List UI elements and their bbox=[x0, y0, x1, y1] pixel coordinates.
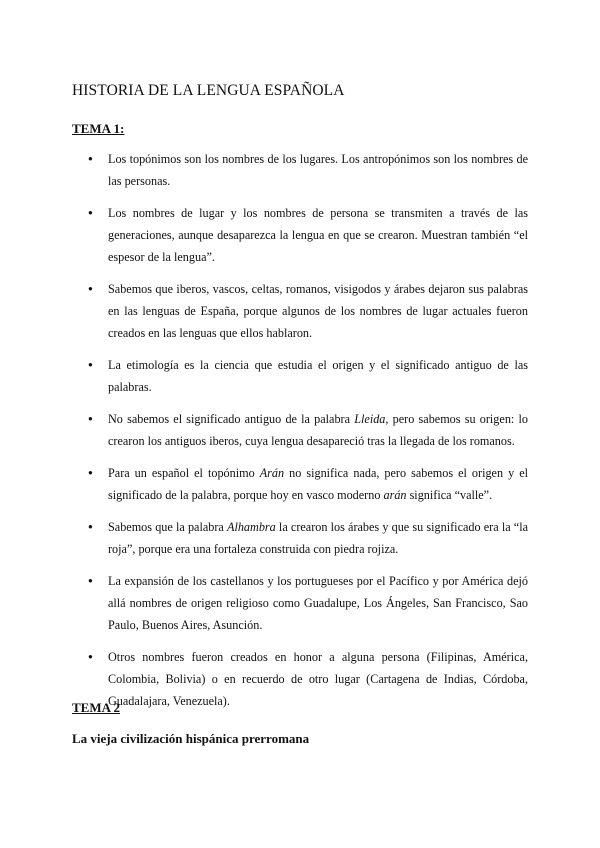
text-segment: La expansión de los castellanos y los portugueses por el Pacífico y por América dejó allá nombres de origen religioso como Guadalupe, Los Ángeles, San Francisco, Sao Paulo, Buenos Aires, Asunción. bbox=[108, 574, 528, 632]
text-segment: No sabemos el significado antiguo de la palabra bbox=[108, 412, 355, 426]
text-segment: la crearon los árabes y que su significado era la “la roja”, porque era una fortaleza construida con piedra rojiza. bbox=[108, 520, 528, 556]
list-item bbox=[88, 354, 528, 398]
text-segment: Los nombres de lugar y los nombres de persona se transmiten a través de las generaciones, aunque desaparezca la lengua en que se crearon. Muestran también “el espesor de la lengua”. bbox=[108, 206, 528, 264]
italic-term: Alhambra bbox=[227, 520, 276, 534]
list-item bbox=[88, 646, 528, 712]
text-segment: , pero sabemos su origen: lo crearon los antiguos iberos, cuya lengua desapareció tras la llegada de los romanos. bbox=[108, 412, 528, 448]
text-segment: Los topónimos son los nombres de los lugares. Los antropónimos son los nombres de las personas. bbox=[108, 152, 528, 188]
text-segment: no significa nada, pero sabemos el origen y el significado de la palabra, porque hoy en vasco moderno bbox=[108, 466, 529, 502]
text-segment: Sabemos que iberos, vascos, celtas, romanos, visigodos y árabes dejaron sus palabras en las lenguas de España, porque algunos de los nombres de lugar actuales fueron creados en las lenguas que ellos hablaron. bbox=[108, 282, 528, 340]
list-item bbox=[88, 408, 528, 452]
list-item bbox=[88, 278, 528, 344]
list-item bbox=[88, 202, 528, 268]
italic-term: Arán bbox=[259, 466, 285, 480]
text-segment: Para un español el topónimo bbox=[108, 466, 260, 480]
tema2-subtitle: La vieja civilización hispánica prerromana bbox=[72, 731, 310, 746]
tema1-heading: TEMA 1: bbox=[72, 121, 125, 136]
list-item bbox=[88, 148, 528, 192]
list-item bbox=[88, 516, 528, 560]
italic-term: Lleida bbox=[354, 412, 386, 426]
text-segment: La etimología es la ciencia que estudia el origen y el significado antiguo de las palabras. bbox=[108, 358, 528, 394]
text-segment: significa “valle”. bbox=[406, 488, 493, 502]
text-segment: Sabemos que la palabra bbox=[108, 520, 227, 534]
italic-term: arán bbox=[383, 488, 407, 502]
tema2-heading: TEMA 2 bbox=[72, 700, 121, 715]
bullet-list bbox=[88, 148, 528, 722]
list-item bbox=[88, 570, 528, 636]
document-title: HISTORIA DE LA LENGUA ESPAÑOLA bbox=[72, 82, 345, 99]
list-item bbox=[88, 462, 528, 506]
text-segment: Otros nombres fueron creados en honor a alguna persona (Filipinas, América, Colombia, Bolivia) o en recuerdo de otro lugar (Cartagena de Indias, Córdoba, Guadalajara, Venezuela). bbox=[108, 650, 528, 708]
